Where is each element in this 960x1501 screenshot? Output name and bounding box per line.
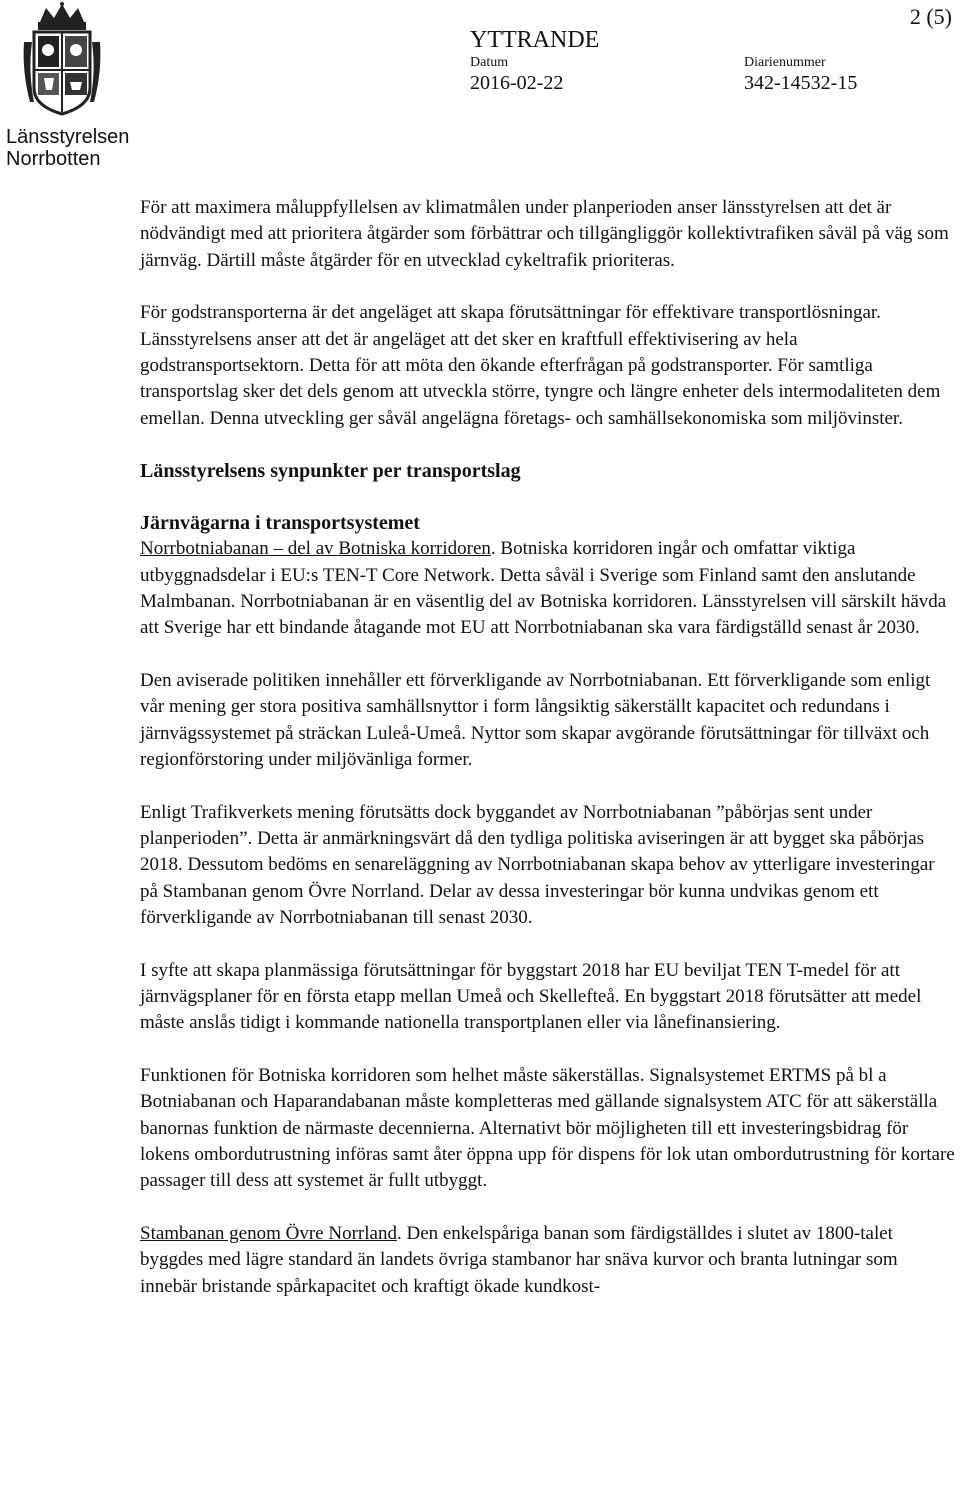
paragraph: För att maximera måluppfyllelsen av klimatmålen under planperioden anser länsstyrelsen att det är nödvändigt med att prioritera åtgärder som förbättrar och tillgängliggör kollektivtrafiken såväl på väg som järnväg. Därtill måste åtgärder för en utvecklad cykeltrafik prioriteras. (140, 197, 949, 271)
paragraph: Enligt Trafikverkets mening förutsätts dock byggandet av Norrbotniabanan ”påbörjas sent under planperioden”. Detta är anmärkningsvärt då den tydliga politiska aviseringen är att bygget ska påbörjas 2018. Dessutom bedöms en senareläggning av Norrbotniabanan skapa behov av ytterligare investeringar på Stambanan genom Övre Norrland. Delar av dessa investeringar bör kunna undvikas genom ett förverkligande av Norrbotniabanan till senast 2030. (140, 801, 935, 929)
agency-logo (6, 2, 130, 170)
underlined-topic: Norrbotniabanan – del av Botniska korridoren (140, 538, 491, 560)
subsection-heading: Järnvägarna i transportsystemet (140, 512, 420, 535)
paragraph-text: . Botniska korridoren ingår och omfattar viktiga utbyggnadsdelar i EU:s TEN-T Core Network. Detta såväl i Sverige som Finland samt den anslutande Malmbanan. Norrbotniabanan är en väsentlig del av Botniska korridoren. Länsstyrelsen vill särskilt hävda att Sverige har ett bindande åtagande mot EU att Norrbotniabanan ska vara färdigställd senast år 2030. (140, 538, 947, 639)
registration-number: 342-14532-15 (744, 72, 858, 94)
page-number: 2 (5) (909, 4, 952, 29)
org-name-line1: Länsstyrelsen (6, 126, 130, 148)
document-type: YTTRANDE (470, 27, 600, 53)
date-value: 2016-02-22 (470, 72, 564, 94)
document-header (470, 26, 960, 95)
registration-label: Diarienummer (744, 55, 826, 70)
underlined-topic: Stambanan genom Övre Norrland (140, 1222, 397, 1244)
section-heading: Länsstyrelsens synpunkter per transportslag (140, 460, 521, 483)
coat-of-arms-icon (22, 2, 102, 120)
date-label: Datum (470, 55, 509, 70)
paragraph (140, 1221, 955, 1300)
org-name-line2: Norrbotten (6, 148, 101, 170)
paragraph (140, 536, 955, 642)
paragraph: För godstransporterna är det angeläget att skapa förutsättningar för effektivare transportlösningar. Länsstyrelsens anser att det är angeläget att det sker en kraftfull effektivisering av hela godstransportsektorn. Detta för att möta den ökande efterfrågan på godstransporter. För samtliga transportslag sker det dels genom att utveckla större, tyngre och längre enheter dels intermodaliteten dem emellan. Denna utveckling ger såväl angelägna företags- och samhällsekonomiska som miljövinster. (140, 302, 941, 429)
paragraph: Den aviserade politiken innehåller ett förverkligande av Norrbotniabanan. Ett förverkligande som enligt vår mening ger stora positiva samhällsnyttor i form långsiktig säkerställt kapacitet och redundans i järnvägssystemet på sträckan Luleå-Umeå. Nyttor som skapar avgörande förutsättningar för tillväxt och regionförstoring under miljövänliga former. (140, 669, 931, 771)
paragraph: Funktionen för Botniska korridoren som helhet måste säkerställas. Signalsystemet ERTMS på bl a Botniabanan och Haparandabanan måste kompletteras med gällande signalsystem ATC för att säkerställa banornas funktion de närmaste decennierna. Alternativt bör möjligheten till ett investeringsbidrag för lokens ombordutrustning införas samt åter öppna upp för dispens för lok utan ombordutrustning för kortare passager till dess att systemet är fullt utbyggt. (140, 1064, 955, 1192)
paragraph: I syfte att skapa planmässiga förutsättningar för byggstart 2018 har EU beviljat TEN T-medel för att järnvägsplaner för en första etapp mellan Umeå och Skellefteå. En byggstart 2018 förutsätter att medel måste anslås tidigt i kommande nationella transportplanen eller via lånefinansiering. (140, 959, 922, 1034)
paragraph-text: . Den enkelspåriga banan som färdigställdes i slutet av 1800-talet byggdes med lägre standard än landets övriga stambanor har snäva kurvor och branta lutningar som innebär bristande spårkapacitet och kraftigt ökade kundkost- (140, 1222, 898, 1297)
document-body (140, 195, 955, 1326)
